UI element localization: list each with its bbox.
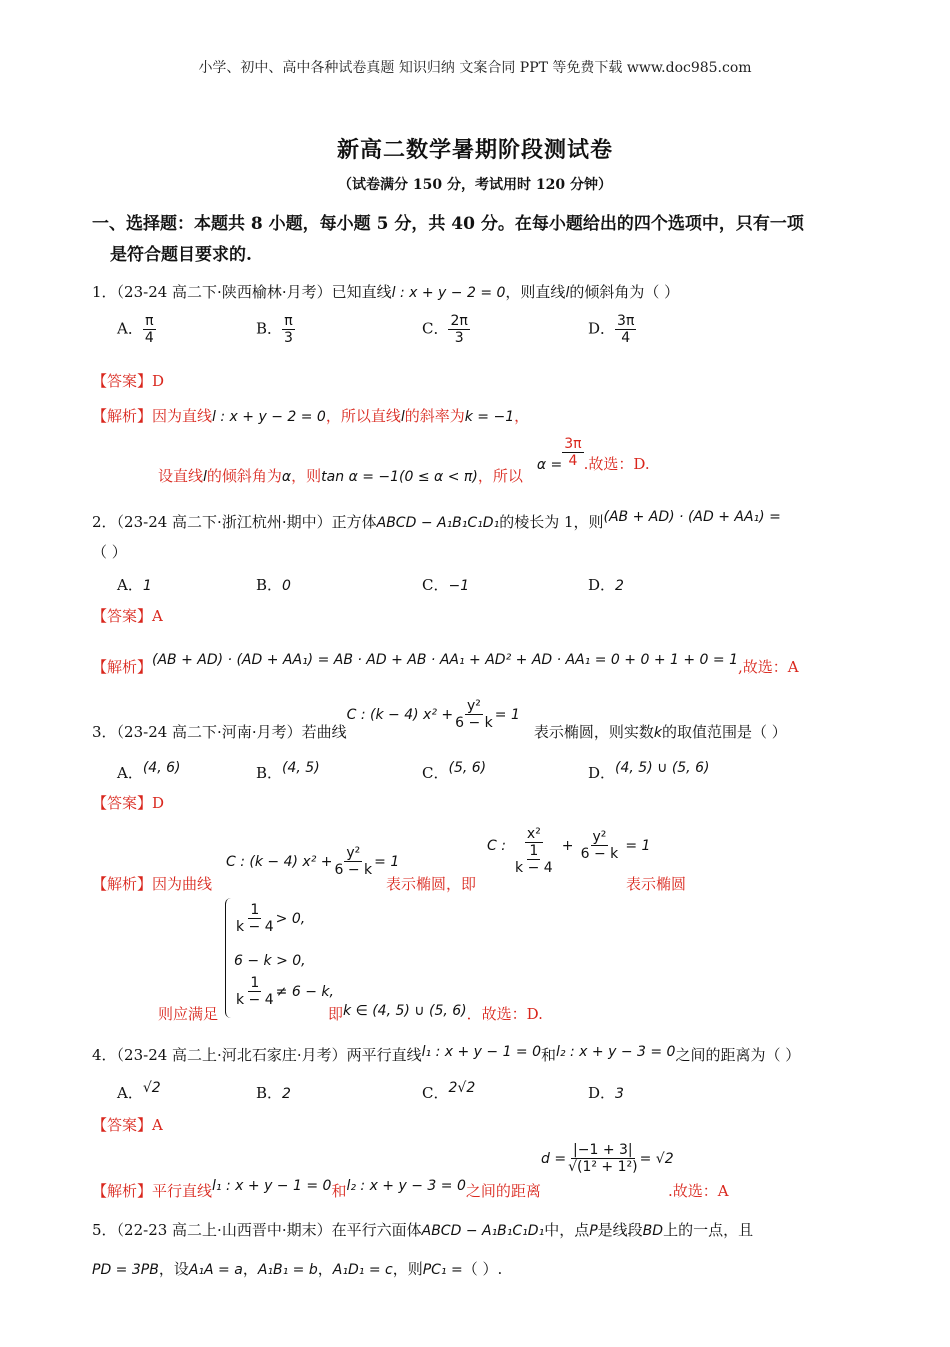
frac-den: 6 − k (455, 715, 493, 732)
question-text: 和 (541, 1046, 557, 1064)
frac-den: 3 (454, 330, 464, 347)
math-var: l (400, 409, 405, 425)
section-heading: 一、选择题：本题共 8 小题，每小题 5 分，共 40 分。在每小题给出的四个选项中，只有一项 (92, 214, 804, 234)
question-text: 之间的距离为（ ） (675, 1046, 801, 1064)
option-c (422, 313, 470, 346)
frac-num: π (284, 313, 293, 329)
analysis-text: 之间的距离 (465, 1182, 541, 1200)
answer-value: D (152, 794, 165, 812)
frac-den: 6 − k (580, 845, 619, 862)
math-vector: A₁B₁ = b (257, 1262, 318, 1278)
math-curve-rhs: = 1 (374, 854, 400, 871)
option-a (117, 574, 152, 595)
option-d (588, 1082, 624, 1103)
math-curve-c: C : (487, 837, 506, 854)
analysis-text: 的倾斜角为 (206, 466, 282, 485)
frac-den: 6 − k (334, 862, 373, 879)
math-fraction (566, 1142, 640, 1175)
question-text: ，则直线 (505, 283, 566, 301)
option-label: D． (588, 576, 616, 594)
analysis-text: ,故选：A (738, 658, 799, 676)
option-label: B． (256, 1084, 283, 1102)
math-line-eq: l₁ : x + y − 1 = 0 (421, 1044, 542, 1060)
analysis-label: 【解析】 (92, 875, 153, 893)
option-value: (4, 6) (142, 760, 181, 776)
question-number: 4． (92, 1046, 117, 1064)
math-fraction (579, 829, 621, 862)
analysis-text: ， (514, 407, 530, 425)
option-a (117, 1076, 161, 1102)
analysis-3-line3 (158, 1003, 218, 1024)
analysis-4-distance (541, 1142, 674, 1175)
option-label: C． (422, 319, 449, 338)
answer-label: 【答案】 (92, 372, 153, 390)
option-label: C． (422, 1084, 449, 1102)
answer-1 (92, 370, 164, 391)
question-source: （23-24 高二下·浙江杭州·期中） (116, 513, 332, 531)
analysis-text: ，所以直线 (325, 407, 401, 425)
answer-2 (92, 605, 163, 626)
math-lhs: α = (536, 456, 563, 473)
question-5 (92, 1219, 753, 1240)
math-fraction (234, 902, 276, 935)
math-line-eq: l₂ : x + y − 3 = 0 (346, 1178, 466, 1194)
math-complex-fraction (511, 826, 557, 876)
question-text: 若曲线 (301, 722, 347, 741)
frac-den: k − 4 (236, 992, 274, 1009)
system-row-1 (234, 902, 305, 935)
answer-value: A (152, 1116, 163, 1134)
question-3 (92, 698, 787, 741)
math-line-eq: l₂ : x + y − 3 = 0 (556, 1044, 676, 1060)
analysis-text: 即 (328, 1005, 344, 1023)
analysis-label: 【解析】 (92, 407, 153, 425)
question-text: ，设 (158, 1260, 189, 1278)
frac-num: 3π (617, 313, 635, 329)
frac-num: y² (346, 845, 361, 861)
frac-den: 4 (568, 453, 578, 470)
system-row-2 (234, 950, 306, 969)
math-result: = √2 (639, 1151, 674, 1168)
math-tan-eq: tan α = −1(0 ≤ α < π) (321, 468, 478, 485)
option-c (422, 756, 487, 782)
answer-4 (92, 1114, 163, 1135)
option-c (422, 1076, 476, 1102)
math-solid: ABCD − A₁B₁C₁D₁ (421, 1223, 545, 1239)
analysis-text: ．故选：D. (466, 1005, 543, 1023)
analysis-1-line2 (158, 436, 650, 485)
frac-num: 1 (250, 902, 260, 918)
math-curve-rhs: = 1 (494, 706, 520, 723)
question-text: 的倾斜角为（ ） (569, 283, 680, 301)
analysis-4-end: .故选：A (668, 1182, 729, 1200)
analysis-text: 的斜率为 (404, 407, 465, 425)
math-vector-expr: (AB + AD) · (AD + AA₁) = AB · AD + AB · AA₁ + AD² + AD · AA₁ = 0 + 0 + 1 + 0 = 1 (152, 652, 738, 668)
math-segment: BD (642, 1223, 664, 1239)
option-label: C． (422, 764, 449, 782)
option-value: (4, 5) (282, 760, 320, 776)
math-curve-lhs: C : (k − 4) x² + (226, 854, 333, 871)
option-d (588, 313, 636, 346)
math-vector: A₁A = a (188, 1262, 243, 1278)
frac-num: 2π (450, 313, 468, 329)
math-fraction (234, 975, 276, 1008)
analysis-3-end: 表示椭圆 (626, 875, 687, 893)
frac-num: |−1 + 3| (573, 1142, 633, 1158)
question-text: 的棱长为 1，则 (499, 513, 604, 531)
math-fraction (333, 845, 375, 878)
frac-den: k − 4 (515, 860, 553, 877)
option-b (256, 756, 320, 782)
answer-label: 【答案】 (92, 607, 153, 625)
math-lhs: d = (541, 1151, 567, 1168)
analysis-3-mid: 表示椭圆，即 (386, 875, 477, 893)
frac-den: 4 (144, 330, 154, 347)
analysis-text: 平行直线 (152, 1182, 213, 1200)
frac-den: √(1² + 1²) (568, 1159, 638, 1176)
question-2-paren: （ ） (92, 543, 127, 561)
question-source: （23-24 高二上·河北石家庄·月考） (116, 1046, 347, 1064)
question-2 (92, 511, 781, 532)
math-var: α (281, 468, 292, 485)
math-solid: ABCD − A₁B₁C₁D₁ (376, 515, 500, 531)
question-1 (92, 281, 679, 302)
question-text: （ ）. (462, 1260, 503, 1278)
question-number: 5． (92, 1221, 117, 1239)
question-source: （22-23 高二上·山西晋中·期末） (116, 1221, 332, 1239)
analysis-text: 则应满足 (158, 1005, 219, 1023)
analysis-3-result (328, 1003, 543, 1024)
math-line-eq: l : x + y − 2 = 0 (212, 409, 326, 425)
frac-num: 1 (250, 975, 260, 991)
option-value: 2√2 (448, 1080, 476, 1096)
math-relation: ≠ 6 − k, (275, 984, 334, 1001)
analysis-text: 和 (331, 1182, 347, 1200)
question-source: （23-24 高二下·陕西榆林·月考） (116, 283, 332, 301)
frac-num: y² (592, 828, 607, 845)
frac-den (511, 843, 557, 876)
math-relation: PD = 3PB (92, 1262, 159, 1278)
analysis-3-curve (226, 845, 399, 878)
option-b (256, 313, 295, 346)
question-source: （23-24 高二下·河南·月考） (116, 722, 302, 741)
option-value: (4, 5) ∪ (5, 6) (615, 760, 710, 776)
analysis-label: 【解析】 (92, 658, 153, 676)
option-d (588, 574, 624, 595)
math-relation: > 0, (275, 911, 306, 928)
math-result: k ∈ (4, 5) ∪ (5, 6) (343, 1003, 467, 1019)
answer-label: 【答案】 (92, 794, 153, 812)
option-label: B． (256, 764, 283, 782)
option-a (117, 756, 181, 782)
page-subtitle: （试卷满分 150 分，考试用时 120 分钟） (338, 177, 612, 193)
analysis-2 (92, 648, 799, 676)
analysis-text: ，所以 (477, 466, 523, 485)
math-slope: k = −1 (464, 409, 515, 425)
question-4 (92, 1044, 800, 1065)
option-value: √2 (142, 1080, 161, 1096)
answer-value: D (152, 372, 165, 390)
option-value: (5, 6) (448, 760, 487, 776)
question-text: 正方体 (331, 513, 377, 531)
math-inequality: 6 − k > 0, (234, 953, 306, 969)
option-value: 0 (282, 578, 291, 594)
analysis-text: ，则 (291, 466, 322, 485)
question-text: 上的一点，且 (663, 1221, 754, 1239)
frac-num: x² (526, 826, 541, 842)
option-value: 1 (142, 578, 152, 594)
analysis-text: 因为直线 (152, 407, 213, 425)
question-text: ， (242, 1260, 258, 1278)
math-var: P (589, 1223, 598, 1239)
option-label: A． (117, 576, 143, 594)
analysis-1-line1 (92, 405, 529, 426)
frac-num: π (145, 313, 154, 329)
option-value: 2 (282, 1086, 291, 1102)
option-fraction (143, 313, 156, 346)
system-row-3 (234, 975, 334, 1008)
option-label: A． (117, 1084, 143, 1102)
analysis-3-line1 (92, 873, 212, 894)
math-line-eq: l : x + y − 2 = 0 (391, 285, 506, 301)
option-label: B． (256, 576, 283, 594)
analysis-text: 因为曲线 (152, 875, 213, 893)
frac-den: 4 (621, 330, 631, 347)
math-var: l (203, 468, 207, 485)
question-5-line2 (92, 1258, 502, 1279)
option-label: C． (422, 576, 449, 594)
answer-value: A (152, 607, 163, 625)
option-label: D． (588, 1084, 616, 1102)
question-number: 1． (92, 283, 117, 301)
option-label: A． (117, 319, 143, 338)
option-label: B． (256, 319, 283, 338)
question-text: ， (317, 1260, 333, 1278)
math-eq: = 1 (625, 837, 651, 854)
option-a (117, 313, 156, 346)
option-fraction (615, 313, 636, 346)
question-number: 3． (92, 722, 117, 741)
question-text: 的取值范围是（ ） (662, 722, 787, 741)
analysis-label: 【解析】 (92, 1182, 153, 1200)
analysis-text: 设直线 (158, 466, 204, 485)
analysis-3-ellipse-form (487, 826, 650, 876)
frac-num: 1 (529, 843, 539, 860)
math-inner-fraction (513, 843, 555, 876)
question-text: 中，点 (544, 1221, 590, 1239)
math-fraction (453, 698, 495, 731)
math-var: k (653, 724, 662, 741)
question-text: ，则 (392, 1260, 423, 1278)
option-value: 2 (615, 578, 624, 594)
math-vector-expr: (AB + AD) · (AD + AA₁) = (603, 509, 781, 525)
frac-num: y² (467, 698, 481, 714)
option-b (256, 1082, 291, 1103)
question-text: 在平行六面体 (331, 1221, 422, 1239)
site-header: 小学、初中、高中各种试卷真题 知识归纳 文案合同 PPT 等免费下载 www.doc985.com (198, 60, 752, 76)
option-label: D． (588, 319, 616, 338)
math-vector: PC₁ = (422, 1262, 463, 1278)
math-vector: A₁D₁ = c (332, 1262, 393, 1278)
option-value: −1 (448, 578, 470, 594)
frac-den: 3 (284, 330, 293, 347)
math-fraction (562, 436, 583, 469)
question-text: 是线段 (597, 1221, 643, 1239)
math-line-eq: l₁ : x + y − 1 = 0 (212, 1178, 332, 1194)
question-number: 2． (92, 513, 117, 531)
option-label: A． (117, 764, 143, 782)
question-text: 已知直线 (331, 283, 392, 301)
option-c (422, 574, 469, 595)
section-heading-cont: 是符合题目要求的. (110, 245, 252, 265)
option-d (588, 756, 710, 782)
math-curve-lhs: C : (k − 4) x² + (346, 706, 454, 723)
frac-den: k − 4 (236, 919, 274, 936)
analysis-text: .故选：D. (583, 454, 650, 473)
math-plus: + (561, 837, 574, 854)
option-fraction (282, 313, 295, 346)
system-brace (225, 898, 234, 1018)
option-fraction (448, 313, 469, 346)
question-text: 两平行直线 (346, 1046, 422, 1064)
question-text: 表示椭圆，则实数 (533, 722, 654, 741)
option-value: 3 (615, 1086, 624, 1102)
option-label: D． (588, 764, 616, 782)
page-title: 新高二数学暑期阶段测试卷 (336, 137, 613, 163)
option-b (256, 574, 291, 595)
answer-label: 【答案】 (92, 1116, 153, 1134)
frac-num: 3π (564, 436, 582, 452)
answer-3 (92, 792, 164, 813)
analysis-4 (92, 1180, 541, 1201)
math-var: l (565, 285, 570, 301)
